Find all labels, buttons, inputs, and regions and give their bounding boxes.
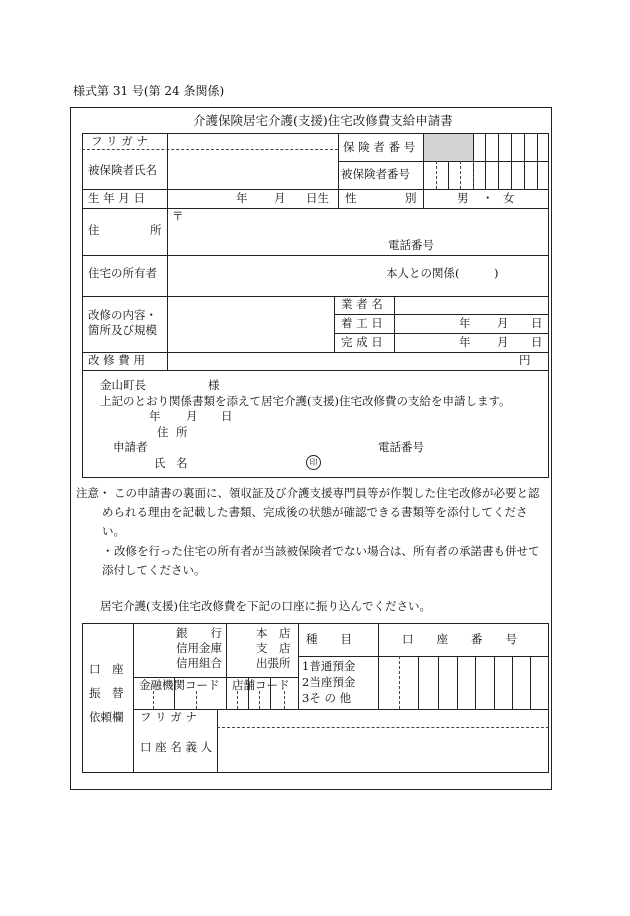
bank-side-2: 振 替 [89, 686, 124, 700]
label-kikan-code: 金融機関コード [139, 678, 220, 692]
form-id: 様式第 31 号(第 24 条関係) [73, 84, 225, 98]
complete-year: 年 [459, 335, 471, 349]
app-year: 年 [149, 409, 161, 423]
note-1-line-2: められる理由を記載した書類、完成後の状態が確認できる書類等を添付してくださ [102, 505, 528, 519]
label-phone: 電話番号 [388, 238, 434, 252]
label-kumiai: 信用組合 [176, 656, 222, 670]
gender-male[interactable]: 男 [457, 191, 469, 205]
label-account-number: 口 座 番 号 [402, 632, 517, 646]
applicant-label: 申請者 [113, 440, 148, 454]
complete-day: 日 [531, 335, 543, 349]
label-relation: 本人との関係( ) [386, 266, 499, 280]
start-year: 年 [459, 316, 471, 330]
start-month: 月 [497, 316, 509, 330]
label-honten: 本 店 [256, 626, 291, 640]
account-type-2[interactable]: 2当座預金 [302, 675, 356, 689]
label-owner: 住宅の所有者 [88, 266, 157, 280]
start-day: 日 [531, 316, 543, 330]
birth-day: 日生 [306, 191, 329, 205]
app-address-label: 住 [157, 425, 169, 439]
label-start-date: 着 工 日 [341, 316, 383, 330]
label-holder-furigana: フ リ ガ ナ [140, 710, 197, 724]
label-insurer-number: 保 険 者 番 号 [343, 140, 416, 154]
birth-year: 年 [236, 191, 248, 205]
label-shiten: 支 店 [256, 641, 291, 655]
label-shucchojo: 出張所 [256, 656, 291, 670]
main-table [82, 133, 549, 478]
note-1-line-1: この申請書の裏面に、領収証及び介護支援専門員等が作製した住宅改修が必要と認 [114, 486, 540, 500]
label-complete-date: 完 成 日 [341, 335, 383, 349]
note-2-line-1: 改修を行った住宅の所有者が当該被保険者でない場合は、所有者の承諾書も併せて [114, 544, 540, 558]
label-tenpo-code: 店舗コード [232, 678, 290, 692]
mayor-sama: 様 [208, 378, 220, 392]
app-phone-label: 電話番号 [378, 440, 424, 454]
label-account-holder: 口 座 名 義 人 [140, 740, 213, 754]
bank-side-3: 依頼欄 [89, 710, 124, 724]
account-type-1[interactable]: 1普通預金 [302, 659, 356, 673]
label-address-2: 所 [150, 223, 162, 237]
label-bank: 銀 行 [176, 626, 222, 640]
app-day: 日 [221, 409, 233, 423]
bank-intro: 居宅介護(支援)住宅改修費を下記の口座に振り込んでください。 [100, 599, 431, 613]
label-insured-name: 被保険者氏名 [88, 163, 157, 177]
notes-label: 注意・ [76, 486, 111, 500]
label-birthdate: 生 年 月 日 [88, 191, 145, 205]
seal-mark: 印 [306, 455, 321, 470]
complete-month: 月 [497, 335, 509, 349]
note-2-bullet: ・ [102, 544, 114, 558]
app-name-label: 氏 [154, 456, 166, 470]
mayor-name: 金山町長 [100, 378, 146, 392]
label-insured-number: 被保険者番号 [341, 167, 410, 181]
cost-yen: 円 [519, 353, 531, 367]
account-type-3[interactable]: 3そ の 他 [302, 691, 352, 705]
note-2-line-2: 添付してください。 [102, 563, 206, 577]
label-renovation-1: 改修の内容・ [88, 308, 157, 322]
gender-separator: ・ [482, 191, 494, 205]
birth-month: 月 [274, 191, 286, 205]
note-1-line-3: い。 [102, 524, 125, 538]
label-gender-2: 別 [405, 191, 417, 205]
gender-female[interactable]: 女 [503, 191, 515, 205]
label-account-type: 種 目 [306, 632, 352, 646]
postal-mark: 〒 [172, 209, 184, 223]
label-address: 住 [88, 223, 100, 237]
app-month: 月 [186, 409, 198, 423]
label-renovation-2: 箇所及び規模 [88, 323, 157, 337]
application-statement: 上記のとおり関係書類を添えて居宅介護(支援)住宅改修費の支給を申請します。 [100, 394, 511, 408]
app-address-label-2: 所 [176, 425, 188, 439]
label-cost: 改 修 費 用 [88, 353, 145, 367]
label-contractor: 業 者 名 [341, 297, 383, 311]
bank-side-1: 口 座 [89, 662, 124, 676]
label-gender: 性 [345, 191, 357, 205]
label-furigana: フ リ ガ ナ [91, 134, 148, 148]
label-shinkin: 信用金庫 [176, 641, 222, 655]
form-title: 介護保険居宅介護(支援)住宅改修費支給申請書 [193, 113, 453, 128]
app-name-label-2: 名 [176, 456, 188, 470]
